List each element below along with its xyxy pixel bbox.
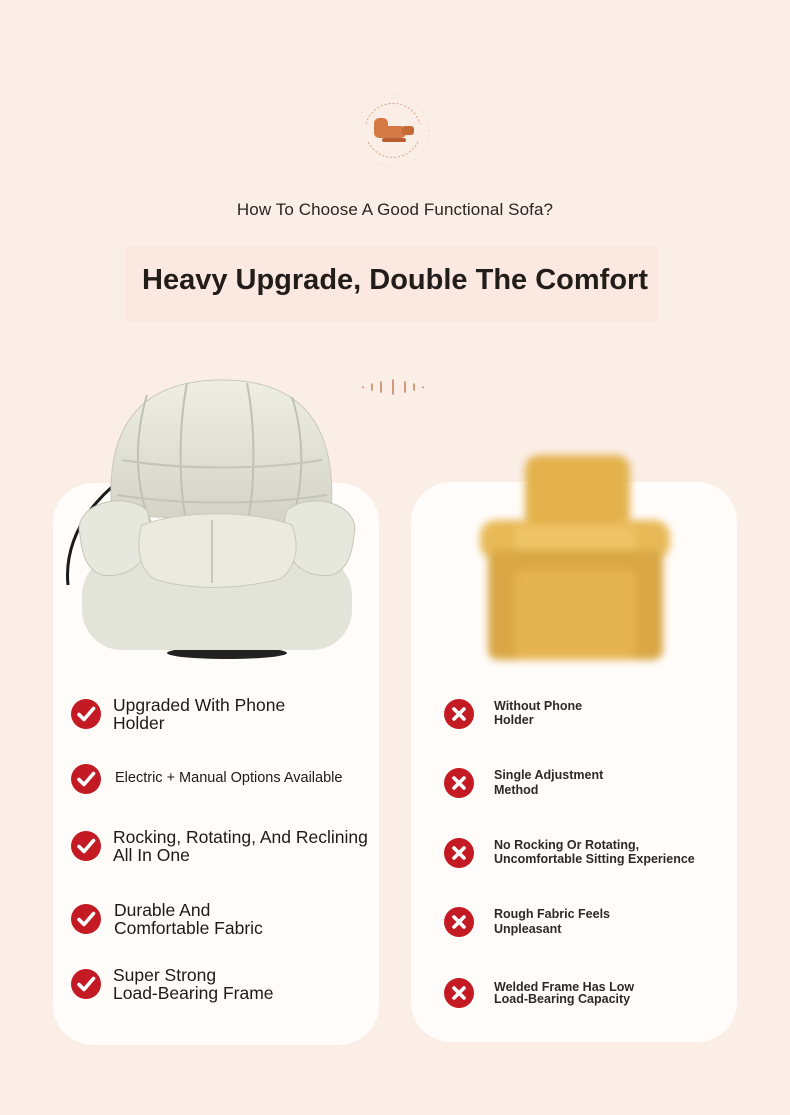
feature-line: Durable And: [114, 900, 211, 920]
feature-line: Comfortable Fabric: [114, 918, 263, 939]
drawback-line: Method: [494, 783, 539, 797]
drawback-line: No Rocking Or Rotating,: [494, 838, 640, 853]
cross-icon: [444, 768, 474, 798]
upgraded-sofa-image: [62, 375, 372, 665]
feature-strong-frame: [71, 966, 274, 1003]
brand-logo: [352, 90, 434, 172]
drawback-line: Load-Bearing Capacity: [494, 992, 631, 1006]
cross-icon: [444, 907, 474, 937]
drawback-line: Rough Fabric Feels: [494, 907, 610, 921]
feature-line: Rocking, Rotating, And Reclining: [113, 827, 368, 847]
feature-line: Upgraded With Phone: [113, 695, 286, 715]
feature-line: Load-Bearing Frame: [113, 983, 274, 1004]
feature-rocking-rotating: [71, 828, 368, 865]
page-subtitle: How To Choose A Good Functional Sofa?: [236, 200, 554, 219]
feature-line: Super Strong: [113, 965, 217, 985]
drawback-welded-frame: [444, 978, 634, 1008]
drawback-line: Single Adjustment: [494, 768, 604, 782]
drawback-line: Without Phone: [494, 699, 583, 714]
cross-icon: [444, 838, 474, 868]
drawback-no-phone-holder: [444, 699, 582, 729]
feature-line: All In One: [113, 845, 190, 866]
check-icon: [71, 699, 101, 729]
feature-phone-holder: [71, 696, 285, 733]
drawback-rough-fabric: [444, 907, 610, 937]
feature-line: Electric + Manual Options Available: [115, 770, 343, 787]
feature-durable-fabric: [71, 901, 263, 938]
drawback-line: Uncomfortable Sitting Experience: [494, 852, 695, 866]
cross-icon: [444, 978, 474, 1008]
feature-line: Holder: [113, 713, 165, 734]
check-icon: [71, 904, 101, 934]
drawback-no-rocking: [444, 838, 695, 868]
drawback-line: Welded Frame Has Low: [494, 979, 635, 994]
check-icon: [71, 831, 101, 861]
cross-icon: [444, 699, 474, 729]
drawback-single-adjustment: [444, 768, 603, 798]
check-icon: [71, 764, 101, 794]
feature-electric-manual: [71, 764, 342, 794]
check-icon: [71, 969, 101, 999]
page-title: Heavy Upgrade, Double The Comfort: [142, 264, 648, 296]
drawback-line: Holder: [494, 713, 534, 727]
ordinary-sofa-image: [470, 450, 680, 665]
drawback-line: Unpleasant: [494, 922, 562, 936]
